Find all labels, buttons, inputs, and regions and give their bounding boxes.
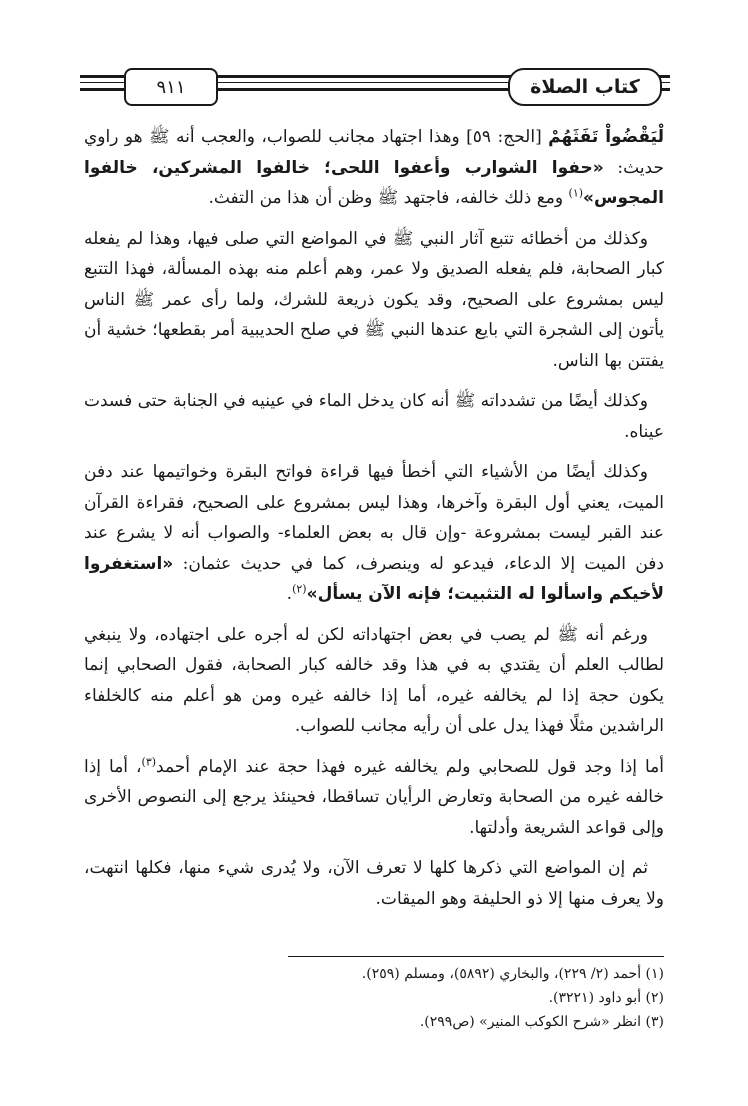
footnote-marker: (٢) xyxy=(292,582,307,596)
footnote-marker: (١) xyxy=(568,186,584,200)
quran-verse: لْيَقْضُواْ تَفَثَهُمْ xyxy=(548,127,664,147)
page-header xyxy=(80,66,670,106)
verse-reference: [الحج: ٥٩] وهذا اجتهاد مجانب للصواب، والعجب أنه ﷺ هو راوي حديث: xyxy=(84,127,664,178)
paragraph-text: ، أما إذا خالفه غيره من الصحابة وتعارض الرأيان تساقطا، فحينئذ يرجع إلى النصوص الأخرى وإلى قواعد الشريعة وأدلتها. xyxy=(84,756,664,838)
hadith-quote: «حفوا الشوارب وأعفوا اللحى؛ خالفوا المشركين، خالفوا المجوس» xyxy=(84,157,664,208)
footnote-3: (٣) انظر «شرح الكوكب المنير» (ص٢٩٩). xyxy=(419,1014,664,1030)
footnote-marker: (٣) xyxy=(141,754,157,768)
paragraph-5: ورغم أنه ﷺ لم يصب في بعض اجتهاداته لكن له أجره على اجتهاده، ولا ينبغي لطالب العلم أن يقتدي به في هذا وقد خالفه كبار الصحابة، فقول الصحابي إنما يكون حجة إذا لم يخالفه غيره، أما إذا خالفه غيره ومن هو أعلم منه كالخلفاء الراشدين مثلًا فهذا يدل على أن رأيه مجانب للصواب. xyxy=(84,624,664,736)
footnote-2: (٢) أبو داود (٣٢٢١). xyxy=(548,990,664,1006)
paragraph-3: وكذلك أيضًا من تشدداته ﷺ أنه كان يدخل الماء في عينيه في الجنابة حتى فسدت عيناه. xyxy=(84,391,664,442)
footnote-separator xyxy=(288,956,664,957)
main-text xyxy=(84,122,664,924)
paragraph-text: أما إذا وجد قول للصحابي ولم يخالفه غيره فهذا حجة عند الإمام أحمد xyxy=(156,756,665,777)
paragraph-1 xyxy=(84,122,664,214)
paragraph-4 xyxy=(84,457,664,610)
page-number: ٩١١ xyxy=(124,68,218,106)
chapter-title: كتاب الصلاة xyxy=(508,68,662,106)
paragraph-7: ثم إن المواضع التي ذكرها كلها لا تعرف الآن، ولا يُدرى شيء منها، فكلها انتهت، ولا يعرف منها إلا ذو الحليفة وهو الميقات. xyxy=(84,858,664,909)
paragraph-text: ومع ذلك خالفه، فاجتهد ﷺ وظن أن هذا من التفث. xyxy=(208,188,569,208)
footnotes xyxy=(84,962,664,1034)
paragraph-end: . xyxy=(286,584,293,604)
hadith-quote: «استغفروا لأخيكم واسألوا له التثبيت؛ فإنه الآن يسأل» xyxy=(84,553,664,604)
paragraph-6 xyxy=(84,752,664,844)
paragraph-text: وكذلك أيضًا من الأشياء التي أخطأ فيها قراءة فواتح البقرة وخواتيمها عند دفن الميت، يعني أول البقرة وآخرها، وهذا ليس بمشروع على الصحيح، فقراءة القرآن عند القبر ليست بمشروعة -وإن قال به بعض العلماء- والصواب أنه لا يشرع عند دفن الميت إلا الدعاء، فيدعو له وينصرف، كما في حديث عثمان: xyxy=(84,462,664,574)
footnote-1: (١) أحمد (٢/ ٢٢٩)، والبخاري (٥٨٩٢)، ومسلم (٢٥٩). xyxy=(361,966,664,982)
paragraph-2: وكذلك من أخطائه تتبع آثار النبي ﷺ في المواضع التي صلى فيها، وهذا لم يفعله كبار الصحابة، فلم يفعله الصديق ولا عمر، وهم أعلم منه بهذه المسألة، فهذا التتبع ليس بمشروع على الصحيح، وقد يكون ذريعة للشرك، ولما رأى عمر ﷺ الناس يأتون إلى الشجرة التي بايع عندها النبي ﷺ في صلح الحديبية أمر بقطعها؛ خشية أن يفتتن بها الناس. xyxy=(84,228,664,371)
